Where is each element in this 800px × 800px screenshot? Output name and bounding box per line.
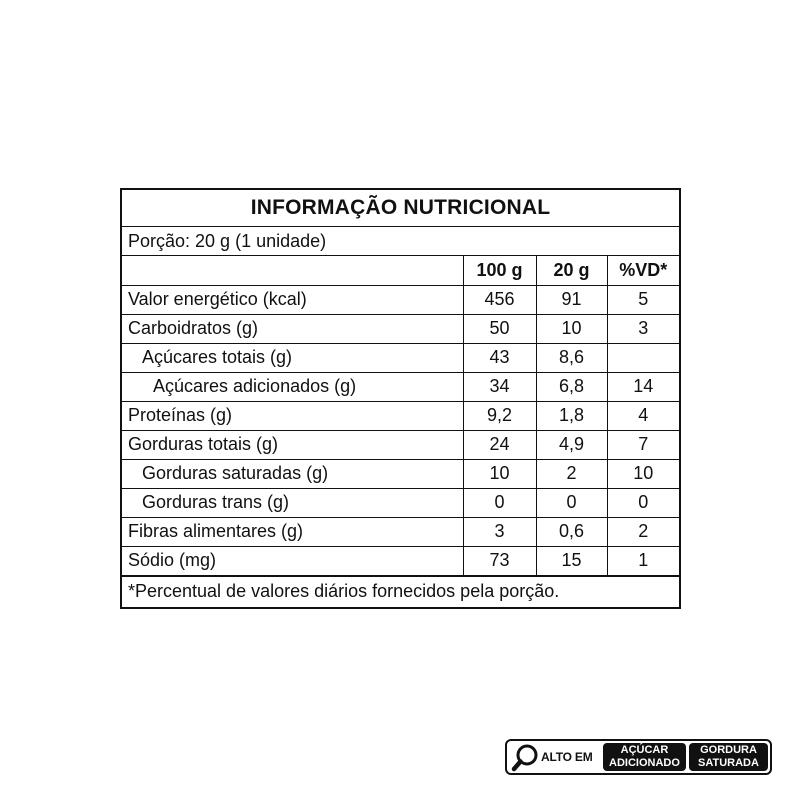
value-daily-percent: 2 [607,517,679,546]
value-per-100g: 456 [463,285,536,314]
value-daily-percent: 7 [607,430,679,459]
value-per-portion: 0,6 [536,517,607,546]
value-per-100g: 3 [463,517,536,546]
value-daily-percent: 3 [607,314,679,343]
warning-prefix: ALTO EM [541,750,593,764]
value-per-portion: 15 [536,546,607,575]
nutrient-label: Valor energético (kcal) [122,285,463,314]
footnote: *Percentual de valores diários fornecidos pela porção. [122,576,679,606]
warning-line-2: ADICIONADO [609,757,680,769]
table-row [122,488,679,517]
value-per-portion: 6,8 [536,372,607,401]
value-daily-percent: 10 [607,459,679,488]
value-per-100g: 50 [463,314,536,343]
front-of-pack-warning-label [505,739,772,775]
nutrient-label: Açúcares adicionados (g) [122,372,463,401]
table-row [122,314,679,343]
value-daily-percent: 4 [607,401,679,430]
header-per-portion: 20 g [536,256,607,285]
value-per-100g: 34 [463,372,536,401]
value-daily-percent [607,343,679,372]
table-row [122,285,679,314]
value-per-100g: 10 [463,459,536,488]
table-row [122,459,679,488]
nutrient-label: Carboidratos (g) [122,314,463,343]
value-per-portion: 0 [536,488,607,517]
portion-size: Porção: 20 g (1 unidade) [122,227,679,256]
nutrition-facts-table [120,188,681,609]
value-per-100g: 9,2 [463,401,536,430]
magnifier-icon [511,743,539,773]
header-per-100g: 100 g [463,256,536,285]
value-per-100g: 73 [463,546,536,575]
nutrient-label: Açúcares totais (g) [122,343,463,372]
header-daily-value: %VD* [607,256,679,285]
nutrient-label: Gorduras trans (g) [122,488,463,517]
nutrient-label: Gorduras totais (g) [122,430,463,459]
table-row [122,430,679,459]
warning-added-sugar [603,743,686,771]
value-per-100g: 43 [463,343,536,372]
value-per-portion: 8,6 [536,343,607,372]
warning-line-2: SATURADA [698,757,759,769]
value-per-portion: 2 [536,459,607,488]
table-row [122,401,679,430]
warning-saturated-fat [689,743,768,771]
nutrient-label: Sódio (mg) [122,546,463,575]
value-per-portion: 4,9 [536,430,607,459]
table-row [122,546,679,575]
value-per-100g: 0 [463,488,536,517]
value-per-portion: 1,8 [536,401,607,430]
header-row [122,256,679,285]
warning-line-1: GORDURA [700,744,757,756]
value-daily-percent: 14 [607,372,679,401]
nutrient-label: Proteínas (g) [122,401,463,430]
header-nutrient [122,256,463,285]
value-daily-percent: 1 [607,546,679,575]
table-row [122,372,679,401]
table-title: INFORMAÇÃO NUTRICIONAL [122,190,679,227]
table-row [122,517,679,546]
table-row [122,343,679,372]
nutrient-label: Gorduras saturadas (g) [122,459,463,488]
value-daily-percent: 0 [607,488,679,517]
value-daily-percent: 5 [607,285,679,314]
nutrient-label: Fibras alimentares (g) [122,517,463,546]
value-per-portion: 10 [536,314,607,343]
value-per-portion: 91 [536,285,607,314]
nutrient-table [122,256,679,576]
warning-line-1: AÇÚCAR [620,744,669,756]
value-per-100g: 24 [463,430,536,459]
